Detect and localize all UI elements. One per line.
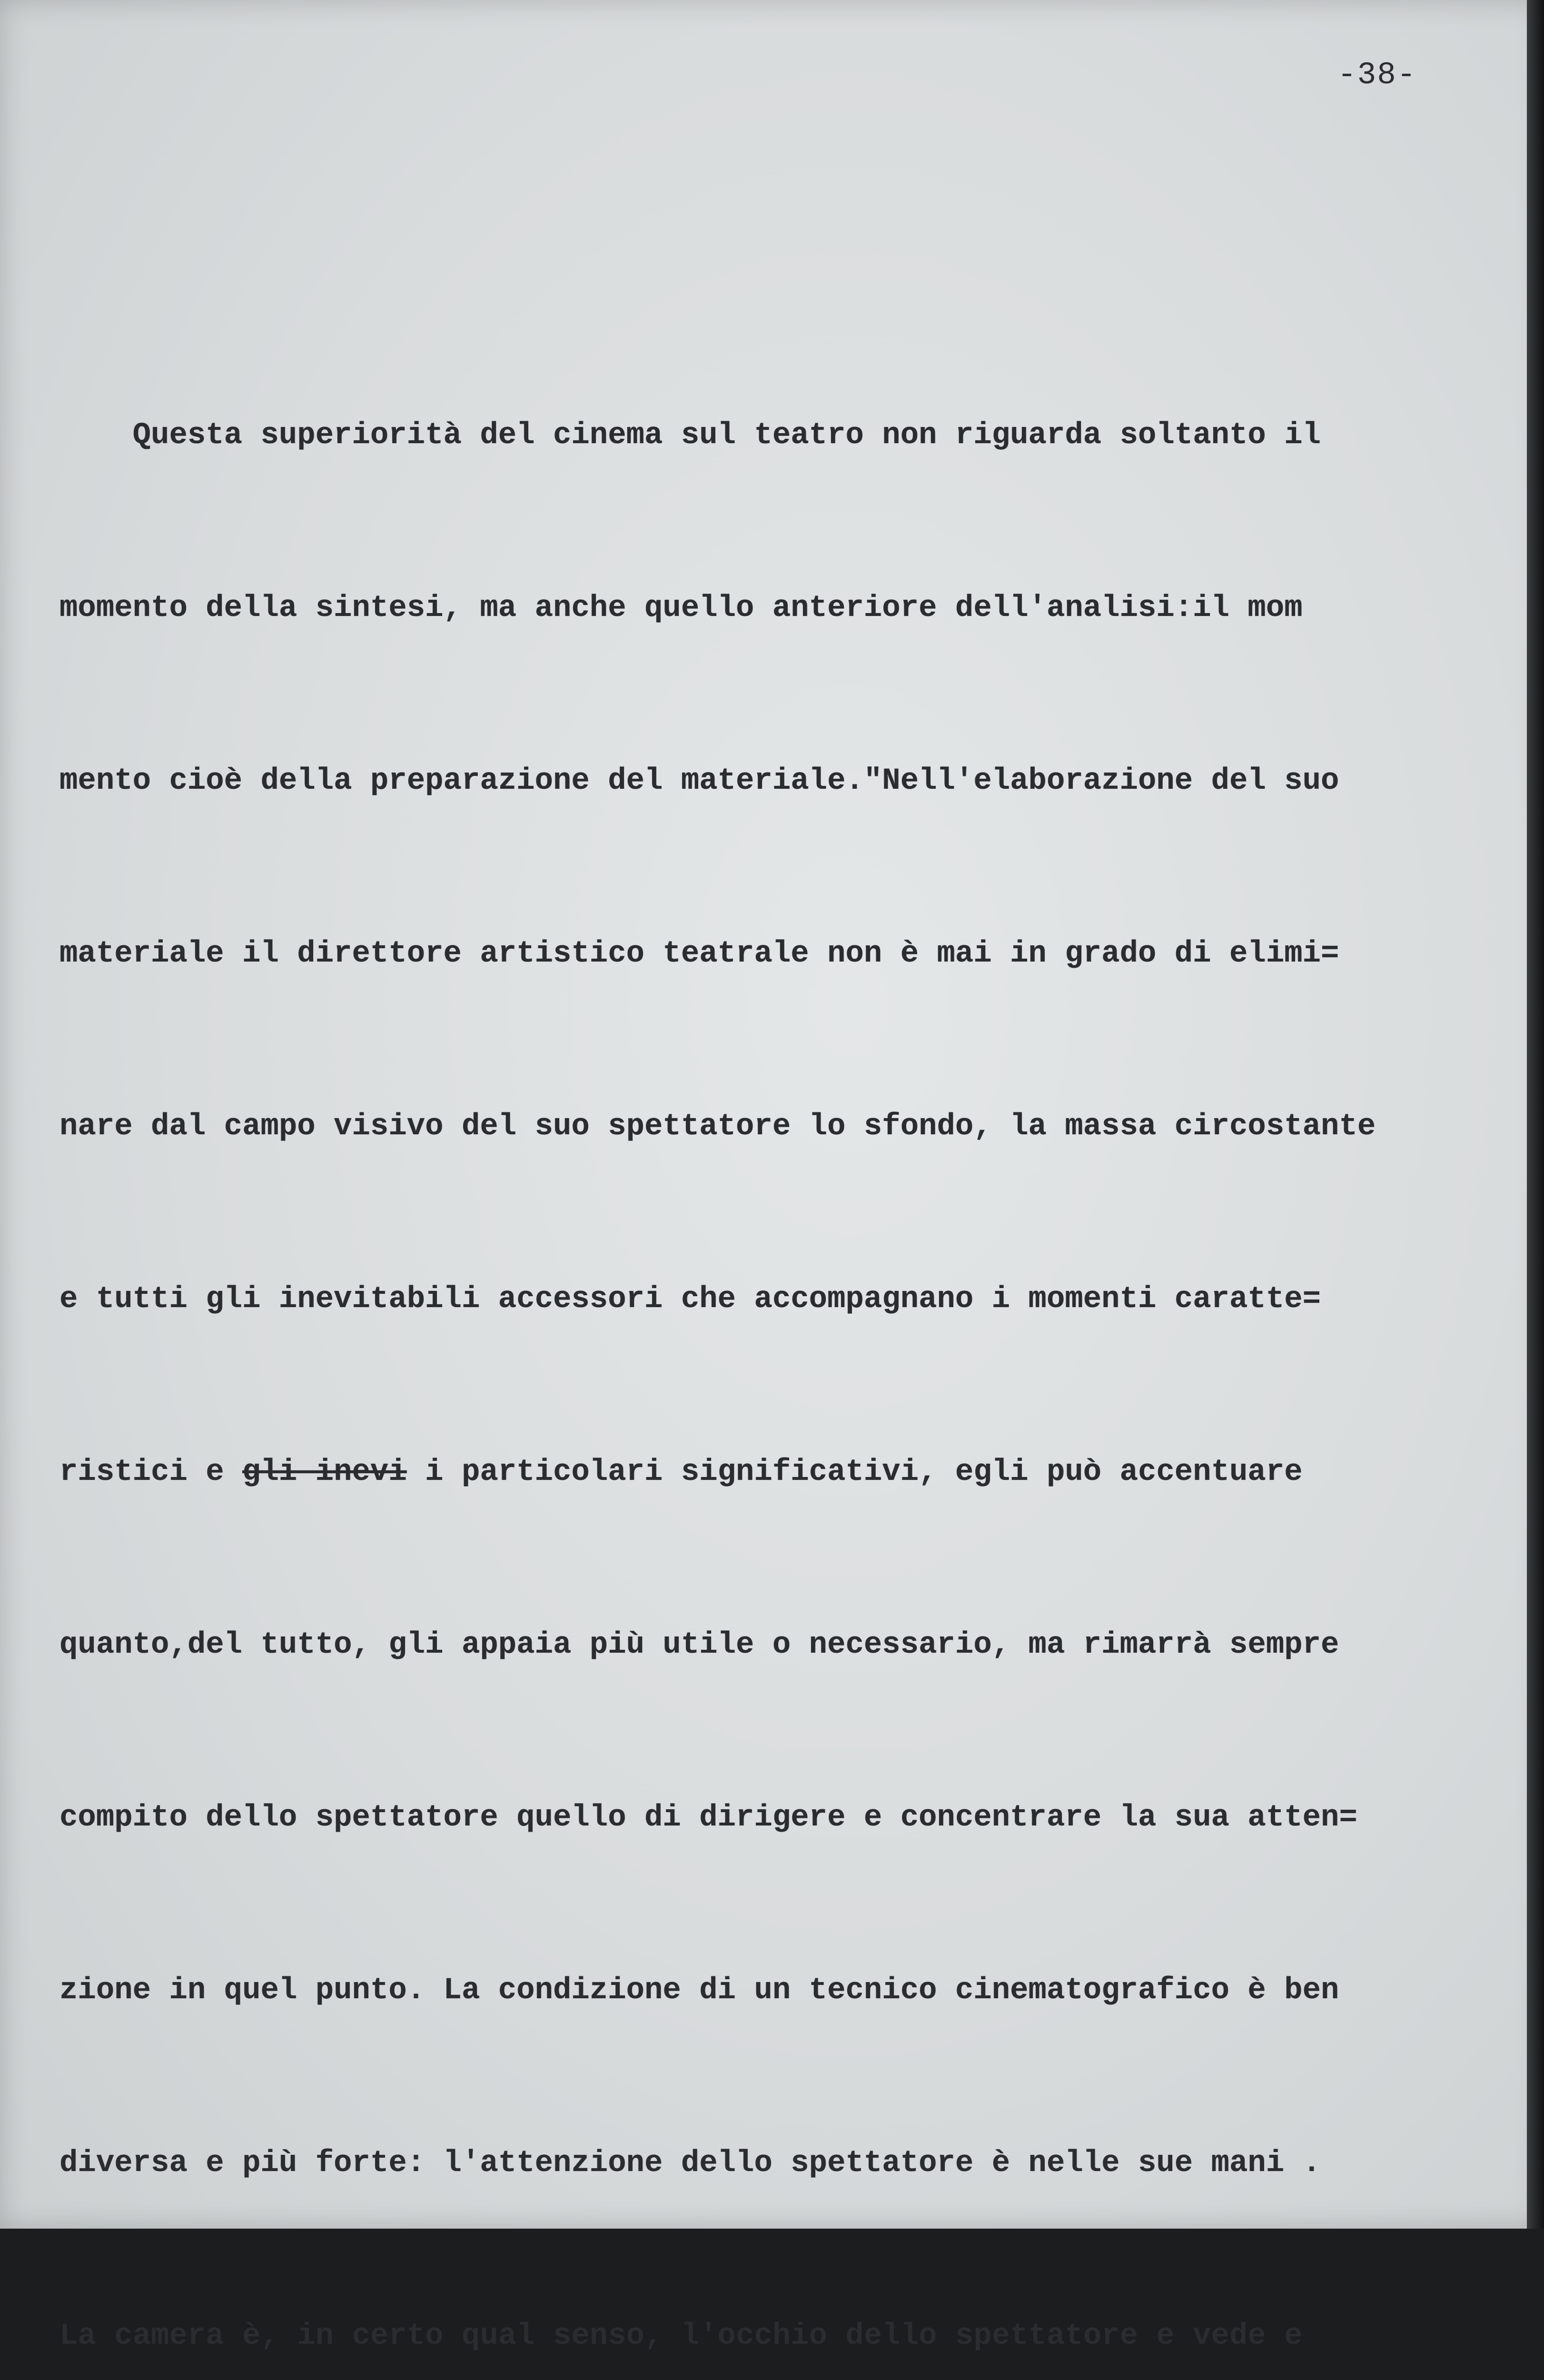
text-line: Questa superiorità del cinema sul teatro non riguarda soltanto il xyxy=(59,418,1321,453)
text-line: compito dello spettatore quello di dirigere e concentrare la sua atten= xyxy=(59,1801,1357,1835)
page-edge-shadow xyxy=(1527,0,1544,2229)
text-line: e tutti gli inevitabili accessori che accompagnano i momenti caratte= xyxy=(59,1282,1321,1317)
text-line: materiale il direttore artistico teatrale non è mai in grado di elimi= xyxy=(59,937,1339,971)
text-line: quanto,del tutto, gli appaia più utile o necessario, ma rimarrà sempre xyxy=(59,1628,1339,1662)
text-line: diversa e più forte: l'attenzione dello spettatore è nelle sue mani . xyxy=(59,2146,1321,2181)
page-number: -38- xyxy=(1337,57,1417,93)
paragraph-1 xyxy=(59,292,1478,2380)
text-line: mento cioè della preparazione del materiale."Nell'elaborazione del suo xyxy=(59,764,1339,798)
text-segment: ristici e xyxy=(59,1455,243,1489)
struck-out-text: gli inevi xyxy=(242,1455,407,1489)
text-line xyxy=(59,1444,1478,1501)
text-segment: i particolari significativi, egli può accentuare xyxy=(406,1455,1303,1489)
text-line: nare dal campo visivo del suo spettatore lo sfondo, la massa circostante xyxy=(59,1110,1376,1144)
text-line: La camera è, in certo qual senso, l'occhio dello spettatore e vede e xyxy=(59,2319,1303,2353)
text-line: momento della sintesi, ma anche quello anteriore dell'analisi:il mom xyxy=(59,591,1303,625)
body-text xyxy=(59,119,1478,2380)
text-line: zione in quel punto. La condizione di un tecnico cinematografico è ben xyxy=(59,1973,1339,2008)
